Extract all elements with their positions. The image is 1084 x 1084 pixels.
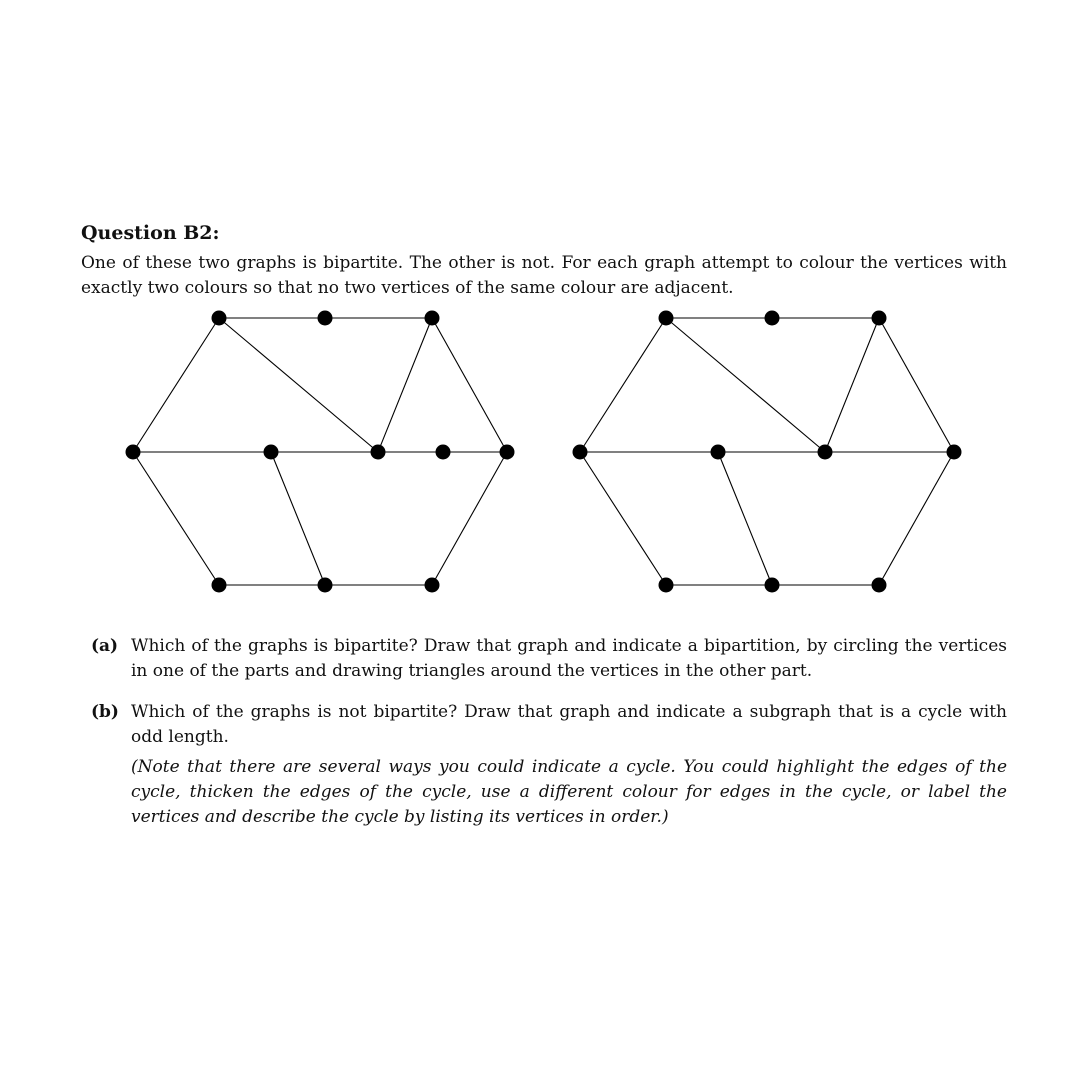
edge — [879, 318, 954, 452]
vertex — [436, 445, 451, 460]
question-intro: One of these two graphs is bipartite. The other is not. For each graph attempt to colour the vertices with exactly two colours so that no two vertices of the same colour are adjacent. — [81, 253, 1007, 298]
part-a-text: Which of the graphs is bipartite? Draw that graph and indicate a bipartition, by circling the vertices in one of the parts and drawing triangles around the vertices in the other part. — [131, 636, 1007, 681]
vertex — [872, 578, 887, 593]
vertex — [371, 445, 386, 460]
vertex — [765, 578, 780, 593]
edge — [133, 318, 219, 452]
vertex — [318, 311, 333, 326]
vertex — [126, 445, 141, 460]
vertex — [573, 445, 588, 460]
edge — [879, 452, 954, 585]
vertex — [659, 578, 674, 593]
vertex — [425, 578, 440, 593]
vertex — [500, 445, 515, 460]
edge — [271, 452, 325, 585]
question-title: Question B2: — [81, 222, 220, 244]
edge — [378, 318, 432, 452]
vertex — [872, 311, 887, 326]
vertex — [212, 578, 227, 593]
vertex — [818, 445, 833, 460]
vertex — [947, 445, 962, 460]
edge — [718, 452, 772, 585]
vertex — [264, 445, 279, 460]
vertex — [425, 311, 440, 326]
graph-right — [573, 311, 962, 593]
vertex — [765, 311, 780, 326]
edge — [133, 452, 219, 585]
vertex — [318, 578, 333, 593]
vertex — [212, 311, 227, 326]
edge — [432, 452, 507, 585]
edge — [580, 452, 666, 585]
part-a-label: (a) — [91, 636, 119, 656]
cycle-note: (Note that there are several ways you could indicate a cycle. You could highlight the edges of the cycle, thicken the edges of the cycle, use a different colour for edges in the cycle, or label the vertices and describe the cycle by listing its vertices in order.) — [131, 757, 1007, 827]
graph-left — [126, 311, 515, 593]
vertex — [711, 445, 726, 460]
edge — [219, 318, 378, 452]
edge — [825, 318, 879, 452]
vertex — [659, 311, 674, 326]
edge — [432, 318, 507, 452]
part-b-text: Which of the graphs is not bipartite? Draw that graph and indicate a subgraph that is a cycle with odd length. — [131, 702, 1007, 747]
part-b-label: (b) — [91, 702, 119, 722]
edge — [580, 318, 666, 452]
edge — [666, 318, 825, 452]
